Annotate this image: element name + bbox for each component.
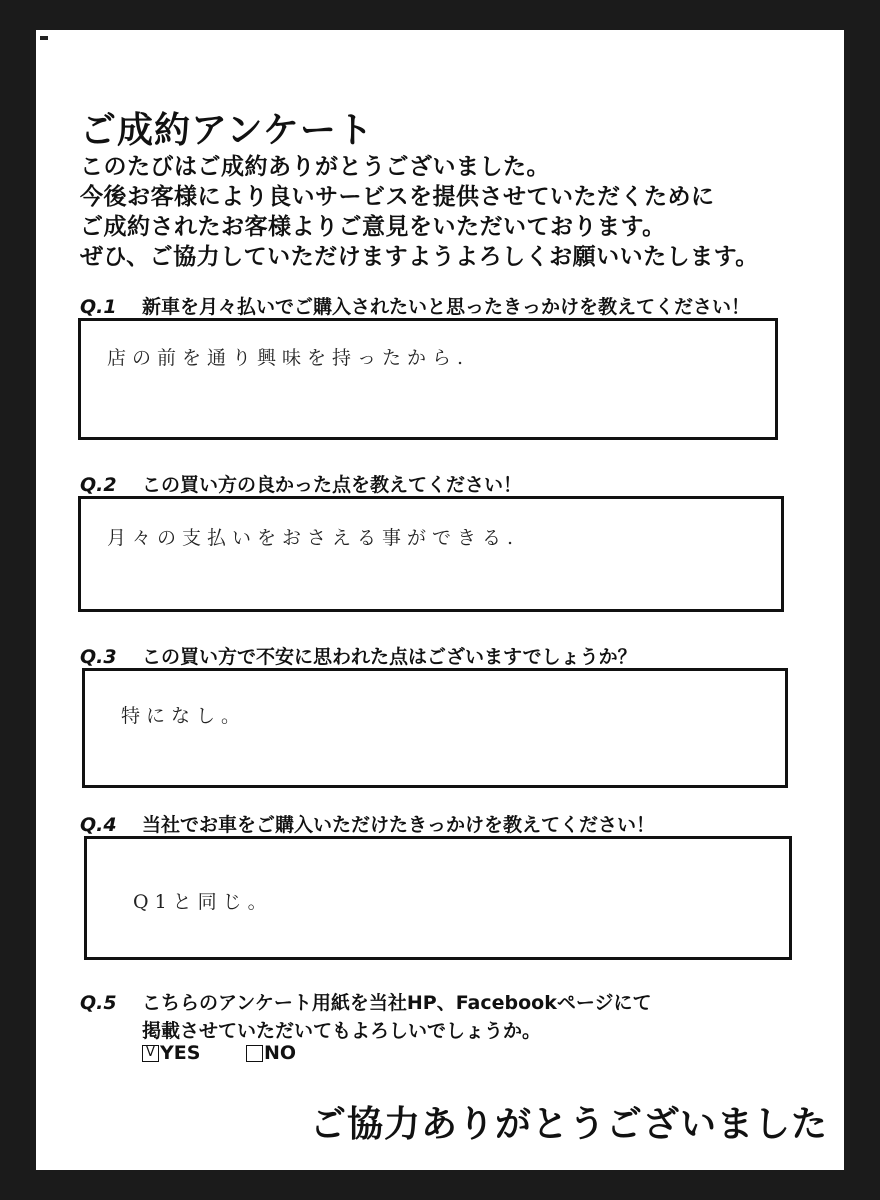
answer-2-text: 月々の支払いをおさえる事ができる. xyxy=(107,527,520,549)
answer-3-text: 特になし。 xyxy=(121,705,247,727)
scan-corner-mark xyxy=(40,36,48,40)
question-1-text: 新車を月々払いでご購入されたいと思ったきっかけを教えてください！ xyxy=(142,296,751,318)
closing-message: ご協力ありがとうございました xyxy=(310,1104,829,1145)
option-no-label: NO xyxy=(264,1042,297,1064)
question-5-line-2: 掲載させていただいてもよろしいでしょうか。 xyxy=(142,1020,542,1042)
answer-4-text: Q1と同じ。 xyxy=(133,891,273,913)
option-no[interactable] xyxy=(246,1042,296,1064)
option-yes-label: YES xyxy=(160,1042,201,1064)
question-1-number: Q.1 xyxy=(80,296,117,318)
question-3-label xyxy=(80,642,637,669)
answer-4-box[interactable] xyxy=(84,836,792,960)
intro-line-3: ご成約されたお客様よりご意見をいただいております。 xyxy=(80,214,666,240)
question-5-label xyxy=(80,988,652,1015)
question-2-number: Q.2 xyxy=(80,474,117,496)
question-5-number: Q.5 xyxy=(80,992,117,1014)
intro-line-1: このたびはご成約ありがとうございました。 xyxy=(80,154,550,180)
intro-line-4: ぜひ、ご協力していただけますようよろしくお願いいたします。 xyxy=(80,244,759,270)
no-checkbox[interactable] xyxy=(246,1045,263,1062)
intro-line-2: 今後お客様により良いサービスを提供させていただくために xyxy=(80,184,715,210)
answer-2-box[interactable] xyxy=(78,496,784,612)
answer-3-box[interactable] xyxy=(82,668,788,788)
question-2-label xyxy=(80,470,522,497)
question-2-text: この買い方の良かった点を教えてください！ xyxy=(142,474,523,496)
yes-checkbox[interactable]: V xyxy=(142,1045,159,1062)
question-3-text: この買い方で不安に思われた点はございますでしょうか？ xyxy=(142,646,637,668)
question-1-label xyxy=(80,292,750,319)
answer-1-text: 店の前を通り興味を持ったから. xyxy=(107,347,470,369)
question-5-line-1: こちらのアンケート用紙を当社HP、Facebookページにて xyxy=(142,992,652,1014)
answer-1-box[interactable] xyxy=(78,318,778,440)
question-4-number: Q.4 xyxy=(80,814,117,836)
survey-sheet xyxy=(36,30,844,1170)
question-3-number: Q.3 xyxy=(80,646,117,668)
question-4-text: 当社でお車をご購入いただけたきっかけを教えてください！ xyxy=(142,814,656,836)
option-yes[interactable] xyxy=(142,1042,200,1064)
question-4-label xyxy=(80,810,655,837)
survey-title: ご成約アンケート xyxy=(80,110,374,151)
